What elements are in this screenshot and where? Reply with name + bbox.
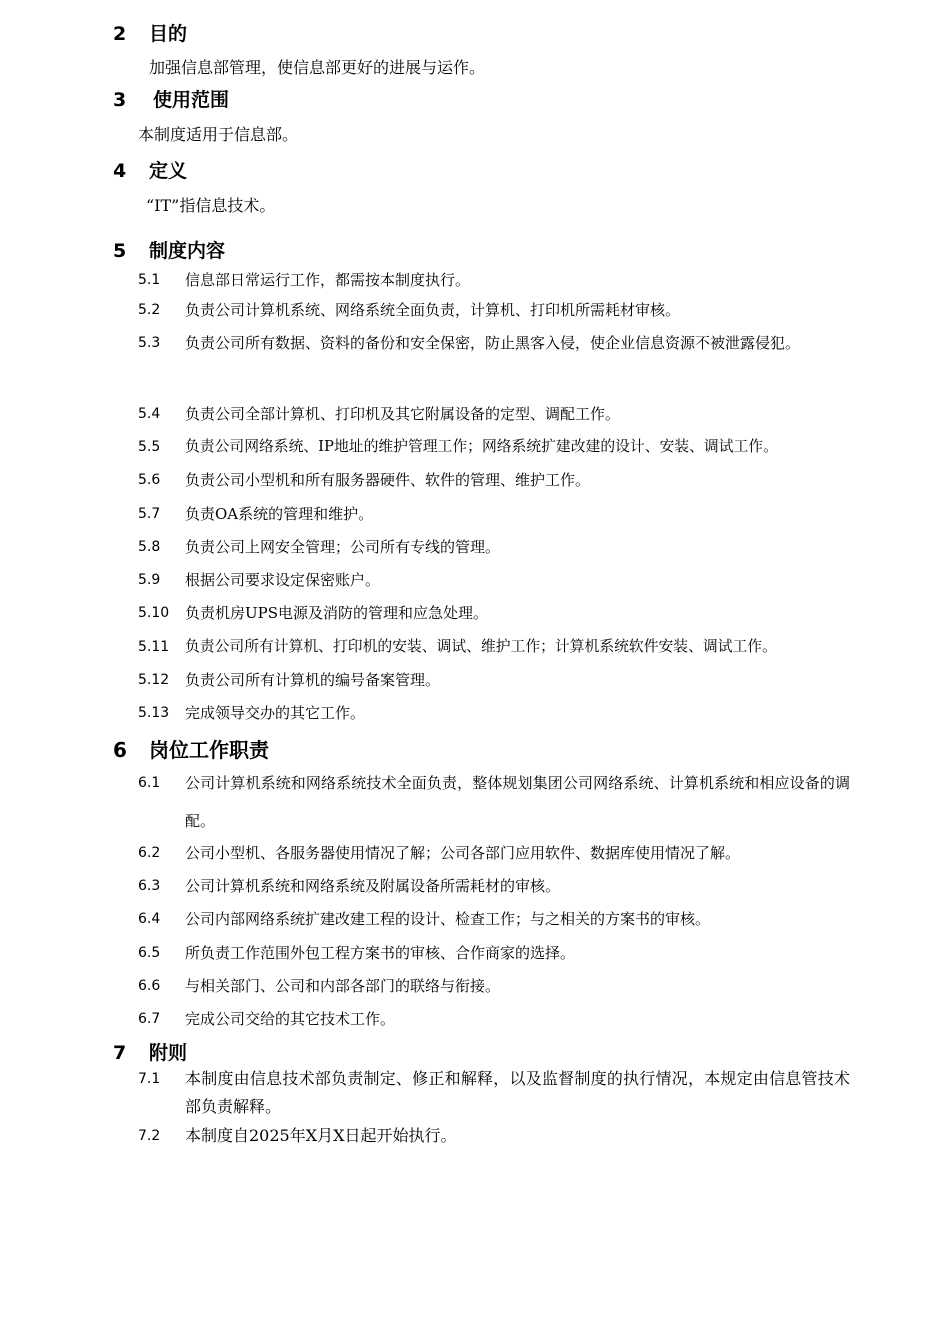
section-heading-5 [113,236,225,263]
item-number: 5.5 [138,439,161,455]
item-text: 负责OA系统的管理和维护。 [185,505,374,523]
section-title: 附则 [149,1042,188,1064]
item-text: 负责公司所有数据、资料的备份和安全保密，防止黑客入侵，使企业信息资源不被泄露侵犯。 [185,334,801,352]
list-item-5-12 [138,670,850,690]
section-3-text: 本制度适用于信息部。 [138,125,299,144]
item-number: 6.6 [138,978,161,994]
item-number: 5.12 [138,672,170,688]
list-item-5-4 [138,404,850,424]
list-item-5-1 [138,270,850,290]
section-title: 使用范围 [153,89,230,111]
item-text: 根据公司要求设定保密账户。 [185,571,381,589]
section-heading-4 [113,156,187,183]
item-text: 负责公司所有计算机的编号备案管理。 [185,671,441,689]
item-text: 负责公司所有计算机、打印机的安装、调试、维护工作；计算机系统软件安装、调试工作。 [185,638,777,655]
item-number: 5.4 [138,406,161,422]
section-title: 目的 [149,23,188,45]
section-number: 4 [113,160,127,182]
item-text: 公司内部网络系统扩建改建工程的设计、检查工作；与之相关的方案书的审核。 [185,910,711,928]
section-heading-2 [113,19,187,46]
section-2-text: 加强信息部管理，使信息部更好的进展与运作。 [149,58,486,77]
item-number: 5.11 [138,639,170,655]
item-number: 7.1 [138,1071,161,1087]
list-item-6-4 [138,909,850,929]
list-item-5-2 [138,300,850,320]
item-number: 5.2 [138,302,161,318]
list-item-6-7 [138,1009,850,1029]
list-item-6-5 [138,943,850,963]
item-number: 5.7 [138,506,161,522]
item-text: 完成领导交办的其它工作。 [185,704,366,722]
item-text: 本制度自2025年X月X日起开始执行。 [185,1126,457,1145]
list-item-7-2 [138,1122,850,1150]
section-4-text: “IT”指信息技术。 [146,196,276,215]
section-number: 5 [113,240,127,262]
list-item-5-6 [138,470,850,490]
item-text: 负责公司网络系统、IP地址的维护管理工作；网络系统扩建改建的设计、安装、调试工作。 [185,438,778,455]
list-item-5-10 [138,603,850,623]
list-item-6-1 [138,764,850,840]
item-text: 负责机房UPS电源及消防的管理和应急处理。 [185,604,489,622]
list-item-6-2 [138,843,850,863]
section-title: 定义 [149,160,188,182]
list-item-5-13 [138,703,850,723]
item-number: 5.13 [138,705,170,721]
item-number: 5.6 [138,472,161,488]
item-text: 公司计算机系统和网络系统技术全面负责，整体规划集团公司网络系统、计算机系统和相应设备的调配。 [185,774,850,830]
item-number: 5.9 [138,572,161,588]
list-item-5-7 [138,504,850,524]
section-number: 3 [113,89,127,111]
section-title: 制度内容 [149,240,226,262]
item-number: 6.7 [138,1011,161,1027]
item-number: 6.1 [138,775,161,791]
item-text: 负责公司全部计算机、打印机及其它附属设备的定型、调配工作。 [185,405,621,423]
item-text: 负责公司小型机和所有服务器硬件、软件的管理、维护工作。 [185,471,591,489]
section-heading-7 [113,1038,187,1065]
list-item-5-3 [138,324,850,362]
item-text: 所负责工作范围外包工程方案书的审核、合作商家的选择。 [185,944,576,962]
section-number: 7 [113,1042,127,1064]
section-number: 2 [113,23,127,45]
section-heading-3 [113,85,229,112]
section-number: 6 [113,738,127,762]
item-number: 6.3 [138,878,161,894]
list-item-7-1 [138,1065,850,1121]
item-text: 信息部日常运行工作，都需按本制度执行。 [185,271,471,289]
item-text: 负责公司计算机系统、网络系统全面负责，计算机、打印机所需耗材审核。 [185,301,681,319]
section-heading-6 [113,734,269,763]
item-number: 6.4 [138,911,161,927]
item-number: 6.2 [138,845,161,861]
section-title: 岗位工作职责 [149,738,269,762]
list-item-6-3 [138,876,850,896]
item-text: 负责公司上网安全管理；公司所有专线的管理。 [185,538,501,556]
item-number: 7.2 [138,1128,161,1144]
item-number: 6.5 [138,945,161,961]
item-text: 公司计算机系统和网络系统及附属设备所需耗材的审核。 [185,877,561,895]
list-item-5-11 [138,637,858,657]
item-number: 5.10 [138,605,170,621]
list-item-5-8 [138,537,850,557]
item-text: 与相关部门、公司和内部各部门的联络与衔接。 [185,977,501,995]
item-text: 本制度由信息技术部负责制定、修正和解释，以及监督制度的执行情况，本规定由信息管技术部负责解释。 [185,1069,850,1116]
item-text: 完成公司交给的其它技术工作。 [185,1010,396,1028]
item-text: 公司小型机、各服务器使用情况了解；公司各部门应用软件、数据库使用情况了解。 [185,844,741,862]
item-number: 5.8 [138,539,161,555]
list-item-5-5 [138,437,858,457]
list-item-6-6 [138,976,850,996]
item-number: 5.1 [138,272,161,288]
item-number: 5.3 [138,335,161,351]
list-item-5-9 [138,570,850,590]
